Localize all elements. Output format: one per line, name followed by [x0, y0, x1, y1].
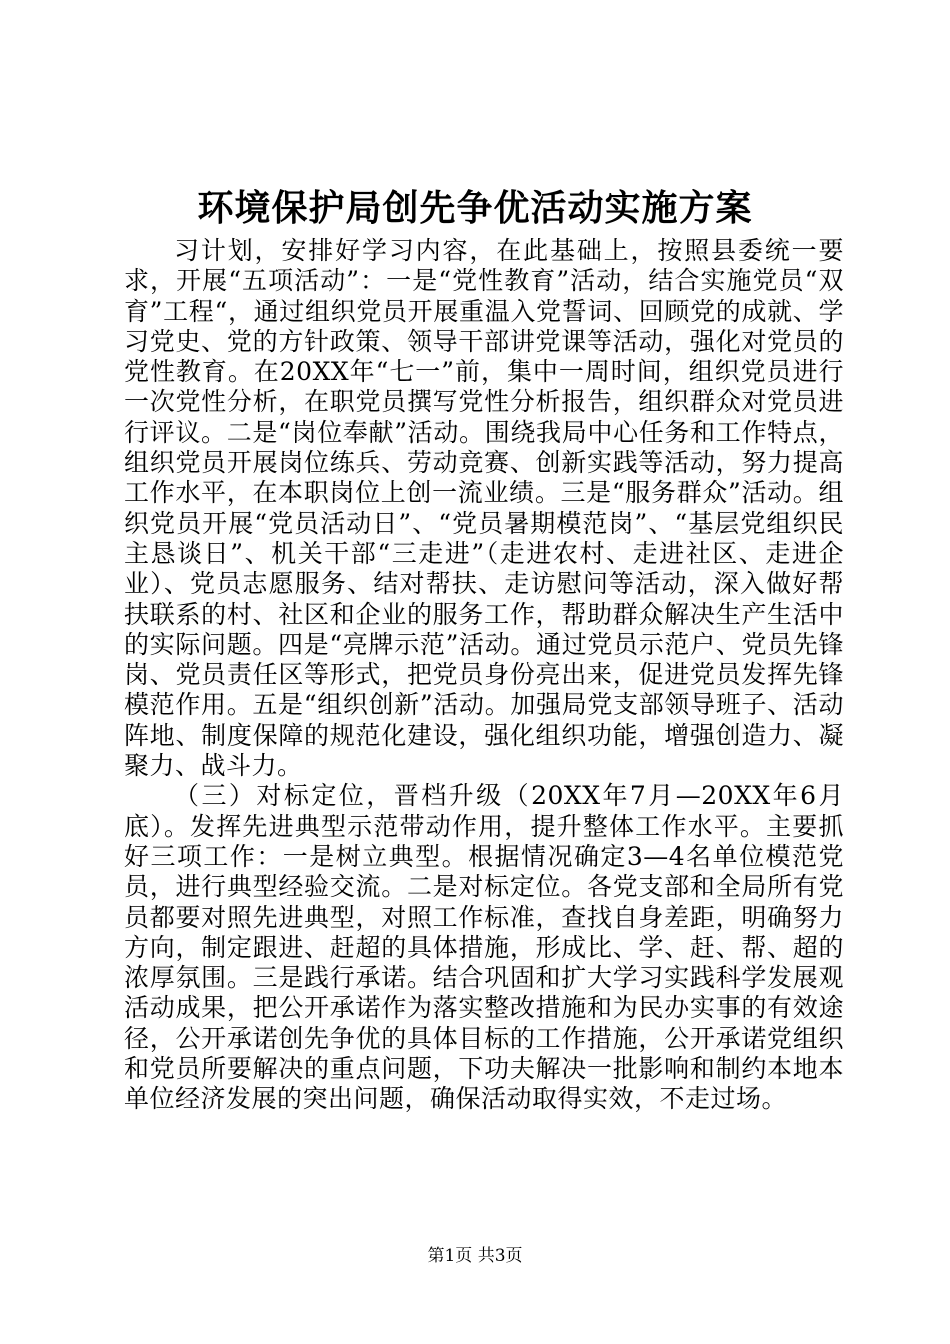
page-number-footer: 第1页 共3页 [427, 1246, 523, 1266]
paragraph-activities: 习计划，安排好学习内容，在此基础上，按照县委统一要求，开展“五项活动”：一是“党性教育”活动，结合实施党员“双育”工程“，通过组织党员开展重温入党誓词、回顾党的成就、学习党史、党的方针政策、领导干部讲党课等活动，强化对党员的党性教育。在20XX年“七一”前，集中一周时间，组织党员进行一次党性分析，在职党员撰写党性分析报告，组织群众对党员进行评议。二是“岗位奉献”活动。围绕我局中心任务和工作特点，组织党员开展岗位练兵、劳动竞赛、创新实践等活动，努力提高工作水平，在本职岗位上创一流业绩。三是“服务群众”活动。组织党员开展“党员活动日”、“党员暑期模范岗”、“基层党组织民主恳谈日”、机关干部“三走进”（走进农村、走进社区、走进企业）、党员志愿服务、结对帮扶、走访慰问等活动，深入做好帮扶联系的村、社区和企业的服务工作，帮助群众解决生产生活中的实际问题。四是“亮牌示范”活动。通过党员示范户、党员先锋岗、党员责任区等形式，把党员身份亮出来，促进党员发挥先锋模范作用。五是“组织创新”活动。加强局党支部领导班子、活动阵地、制度保障的规范化建设，强化组织功能，增强创造力、凝聚力、战斗力。 [124, 236, 844, 781]
document-body [124, 236, 844, 1115]
paragraph-benchmarking: （三）对标定位，晋档升级（20XX年7月—20XX年6月底）。发挥先进典型示范带动作用，提升整体工作水平。主要抓好三项工作：一是树立典型。根据情况确定3—4名单位模范党员，进行典型经验交流。二是对标定位。各党支部和全局所有党员都要对照先进典型，对照工作标准，查找自身差距，明确努力方向，制定跟进、赶超的具体措施，形成比、学、赶、帮、超的浓厚氛围。三是践行承诺。结合巩固和扩大学习实践科学发展观活动成果，把公开承诺作为落实整改措施和为民办实事的有效途径，公开承诺创先争优的具体目标的工作措施，公开承诺党组织和党员所要解决的重点问题，下功夫解决一批影响和制约本地本单位经济发展的突出问题，确保活动取得实效，不走过场。 [124, 781, 844, 1114]
document-title: 环境保护局创先争优活动实施方案 [197, 187, 753, 229]
